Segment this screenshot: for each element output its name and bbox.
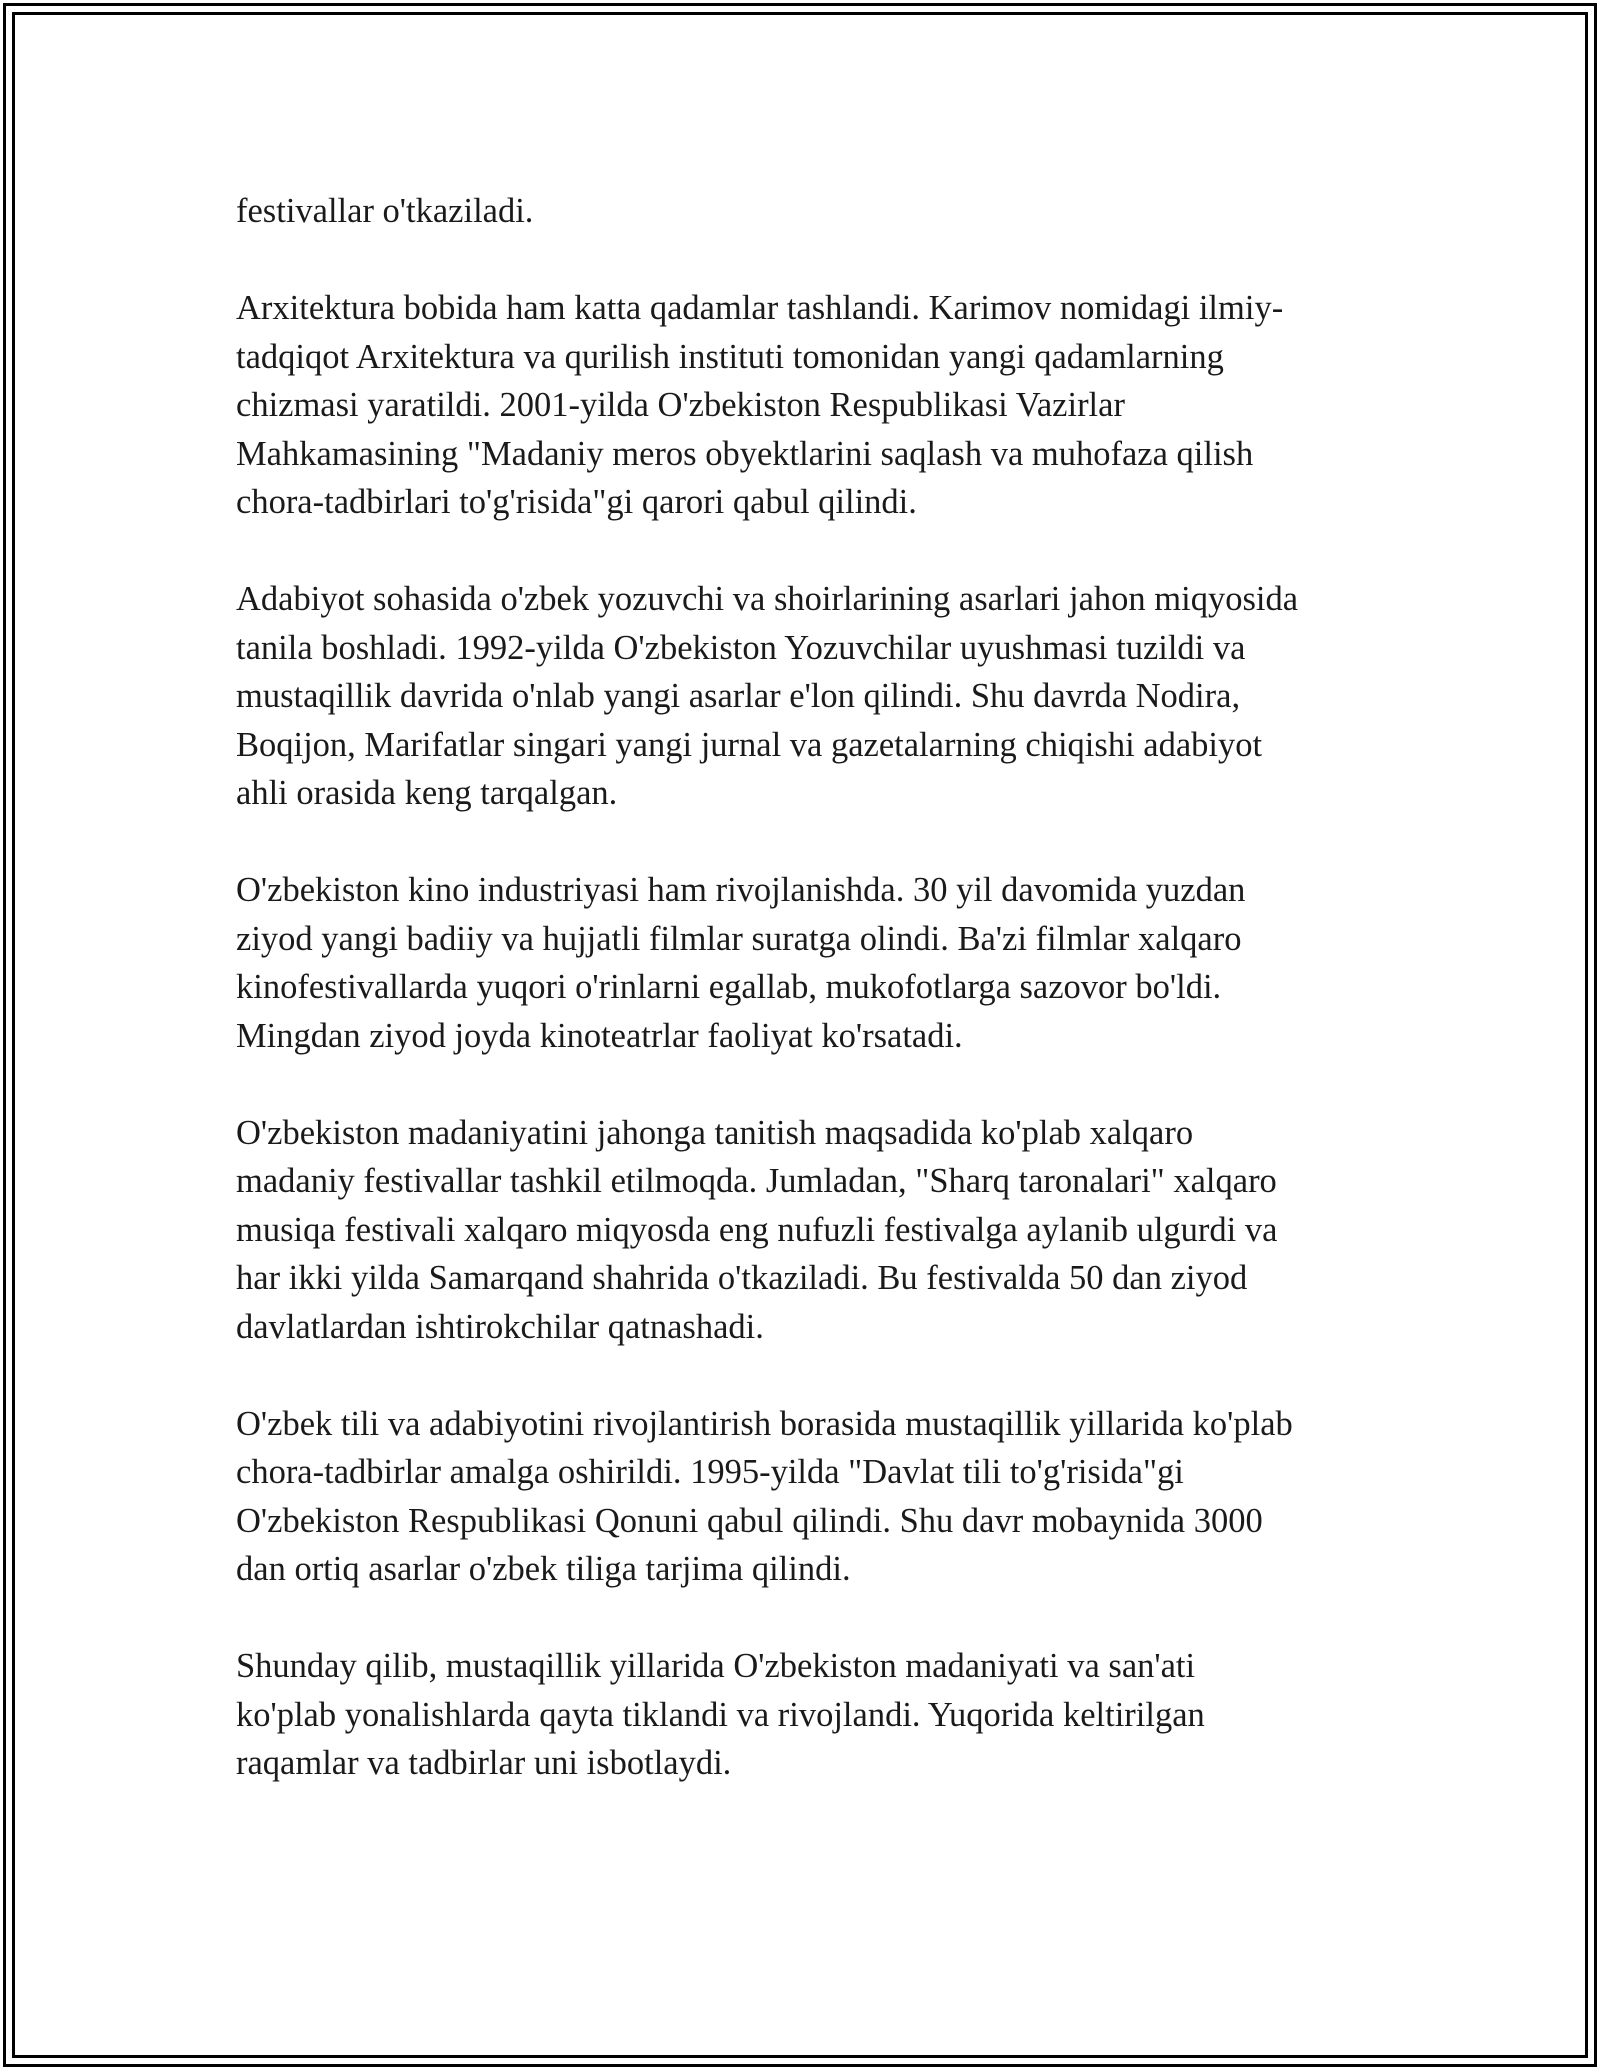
text-line: dan ortiq asarlar o'zbek tiliga tarjima qilindi. bbox=[236, 1550, 851, 1588]
text-line: Mahkamasining "Madaniy meros obyektlarini saqlash va muhofaza qilish bbox=[236, 434, 1254, 473]
text-line: tadqiqot Arxitektura va qurilish instituti tomonidan yangi qadamlarning bbox=[236, 337, 1224, 376]
text-line: har ikki yilda Samarqand shahrida o'tkaziladi. Bu festivalda 50 dan ziyod bbox=[236, 1259, 1248, 1297]
text-line: ahli orasida keng tarqalgan. bbox=[236, 774, 618, 812]
paragraph-language bbox=[236, 1400, 1376, 1594]
text-line: O'zbekiston kino industriyasi ham rivojlanishda. 30 yil davomida yuzdan bbox=[236, 871, 1246, 909]
text-line: Mingdan ziyod joyda kinoteatrlar faoliyat ko'rsatadi. bbox=[236, 1016, 963, 1055]
text-line: Arxitektura bobida ham katta qadamlar tashlandi. Karimov nomidagi ilmiy- bbox=[236, 289, 1284, 327]
text-line: Shunday qilib, mustaqillik yillarida O'zbekiston madaniyati va san'ati bbox=[236, 1647, 1196, 1685]
text-line: ziyod yangi badiiy va hujjatli filmlar suratga olindi. Ba'zi filmlar xalqaro bbox=[236, 919, 1242, 958]
text-line: mustaqillik davrida o'nlab yangi asarlar e'lon qilindi. Shu davrda Nodira, bbox=[236, 677, 1241, 715]
paragraph-architecture bbox=[236, 284, 1376, 527]
paragraph-cinema bbox=[236, 866, 1376, 1060]
text-line: musiqa festivali xalqaro miqyosda eng nufuzli festivalga aylanib ulgurdi va bbox=[236, 1210, 1278, 1249]
text-line: chora-tadbirlar amalga oshirildi. 1995-yilda "Davlat tili to'g'risida"gi bbox=[236, 1453, 1184, 1491]
text-line: davlatlardan ishtirokchilar qatnashadi. bbox=[236, 1307, 764, 1346]
text-line: chizmasi yaratildi. 2001-yilda O'zbekiston Respublikasi Vazirlar bbox=[236, 386, 1125, 424]
text-line: madaniy festivallar tashkil etilmoqda. Jumladan, "Sharq taronalari" xalqaro bbox=[236, 1162, 1277, 1200]
text-line: O'zbek tili va adabiyotini rivojlantirish borasida mustaqillik yillarida ko'plab bbox=[236, 1404, 1293, 1443]
text-line: O'zbekiston Respublikasi Qonuni qabul qilindi. Shu davr mobaynida 3000 bbox=[236, 1501, 1263, 1540]
text-line: Adabiyot sohasida o'zbek yozuvchi va shoirlarining asarlari jahon miqyosida bbox=[236, 580, 1299, 618]
paragraph-international-festivals bbox=[236, 1109, 1376, 1352]
paragraph-literature bbox=[236, 575, 1376, 818]
text-line: kinofestivallarda yuqori o'rinlarni egallab, mukofotlarga sazovor bo'ldi. bbox=[236, 968, 1222, 1006]
text-line: chora-tadbirlari to'g'risida"gi qarori qabul qilindi. bbox=[236, 483, 917, 521]
text-line: ko'plab yonalishlarda qayta tiklandi va rivojlandi. Yuqorida keltirilgan bbox=[236, 1695, 1205, 1734]
text-line: Boqijon, Marifatlar singari yangi jurnal va gazetalarning chiqishi adabiyot bbox=[236, 725, 1263, 764]
paragraph-conclusion bbox=[236, 1642, 1376, 1788]
text-line: festivallar o'tkaziladi. bbox=[236, 192, 534, 230]
paragraph-festivals-continued bbox=[236, 187, 1376, 236]
text-line: tanila boshladi. 1992-yilda O'zbekiston Yozuvchilar uyushmasi tuzildi va bbox=[236, 628, 1246, 667]
text-line: raqamlar va tadbirlar uni isbotlaydi. bbox=[236, 1744, 732, 1782]
text-line: O'zbekiston madaniyatini jahonga tanitish maqsadida ko'plab xalqaro bbox=[236, 1113, 1194, 1152]
document-body bbox=[236, 187, 1376, 1836]
